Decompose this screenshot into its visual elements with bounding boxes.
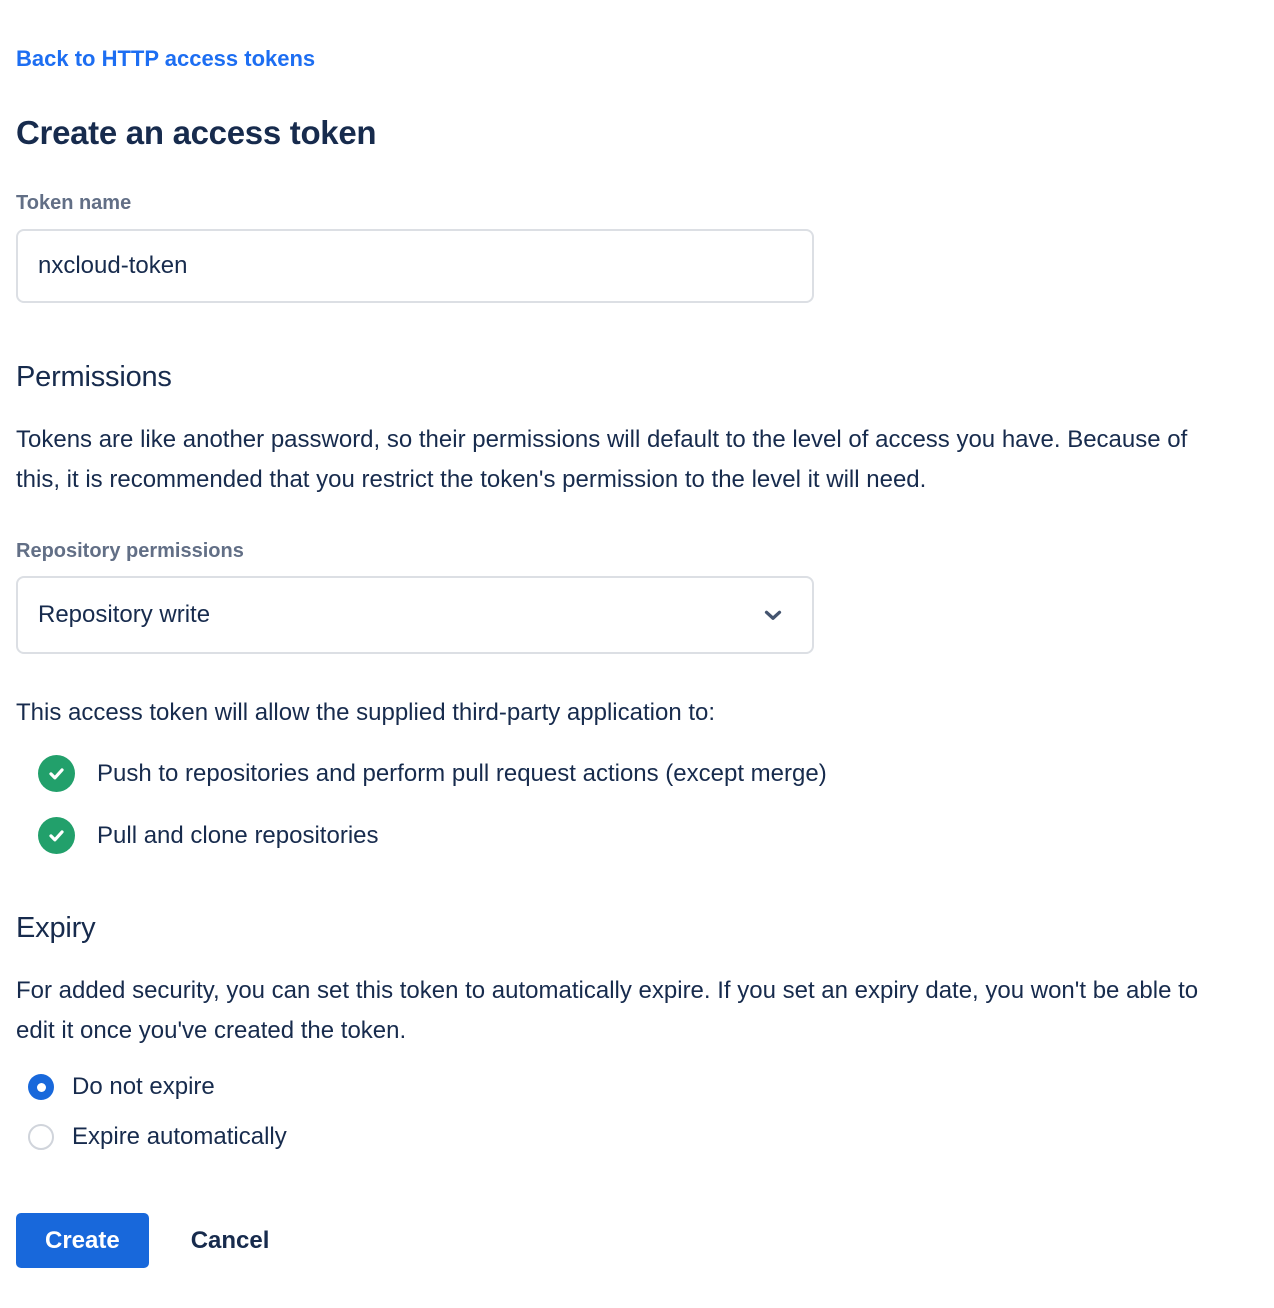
- repository-permissions-selected-value: Repository write: [38, 601, 211, 628]
- capability-label: Push to repositories and perform pull request actions (except merge): [97, 759, 827, 787]
- repository-permissions-label: Repository permissions: [16, 540, 244, 562]
- radio-unselected-icon[interactable]: [28, 1124, 54, 1150]
- allow-intro-text: This access token will allow the supplied third-party application to:: [16, 699, 716, 726]
- capability-label: Pull and clone repositories: [97, 821, 379, 849]
- cancel-button[interactable]: Cancel: [190, 1226, 270, 1254]
- token-name-label: Token name: [16, 192, 132, 214]
- radio-label: Expire automatically: [72, 1123, 287, 1150]
- expiry-description: For added security, you can set this token to automatically expire. If you set an expiry date, you won't be able to edit it once you've created the token.: [16, 977, 1199, 1044]
- radio-do-not-expire[interactable]: [16, 1073, 1258, 1101]
- chevron-down-icon: [760, 602, 786, 628]
- permissions-heading: Permissions: [16, 361, 172, 393]
- capabilities-list: [16, 755, 1258, 854]
- create-button[interactable]: Create: [16, 1213, 149, 1268]
- radio-label: Do not expire: [72, 1073, 215, 1100]
- radio-selected-icon[interactable]: [28, 1074, 54, 1100]
- radio-expire-automatically[interactable]: [16, 1123, 1258, 1151]
- check-circle-icon: [38, 755, 75, 792]
- capability-item: [16, 755, 1258, 792]
- token-name-input[interactable]: [16, 229, 814, 303]
- expiry-heading: Expiry: [16, 912, 96, 944]
- back-link[interactable]: Back to HTTP access tokens: [16, 46, 316, 71]
- check-circle-icon: [38, 817, 75, 854]
- capability-item: [16, 817, 1258, 854]
- permissions-description: Tokens are like another password, so their permissions will default to the level of access you have. Because of this, it is recommended that you restrict the token's permission to the level it will need.: [16, 426, 1188, 493]
- form-actions: [16, 1213, 1258, 1268]
- page-title: Create an access token: [16, 114, 377, 151]
- repository-permissions-select[interactable]: [16, 576, 814, 654]
